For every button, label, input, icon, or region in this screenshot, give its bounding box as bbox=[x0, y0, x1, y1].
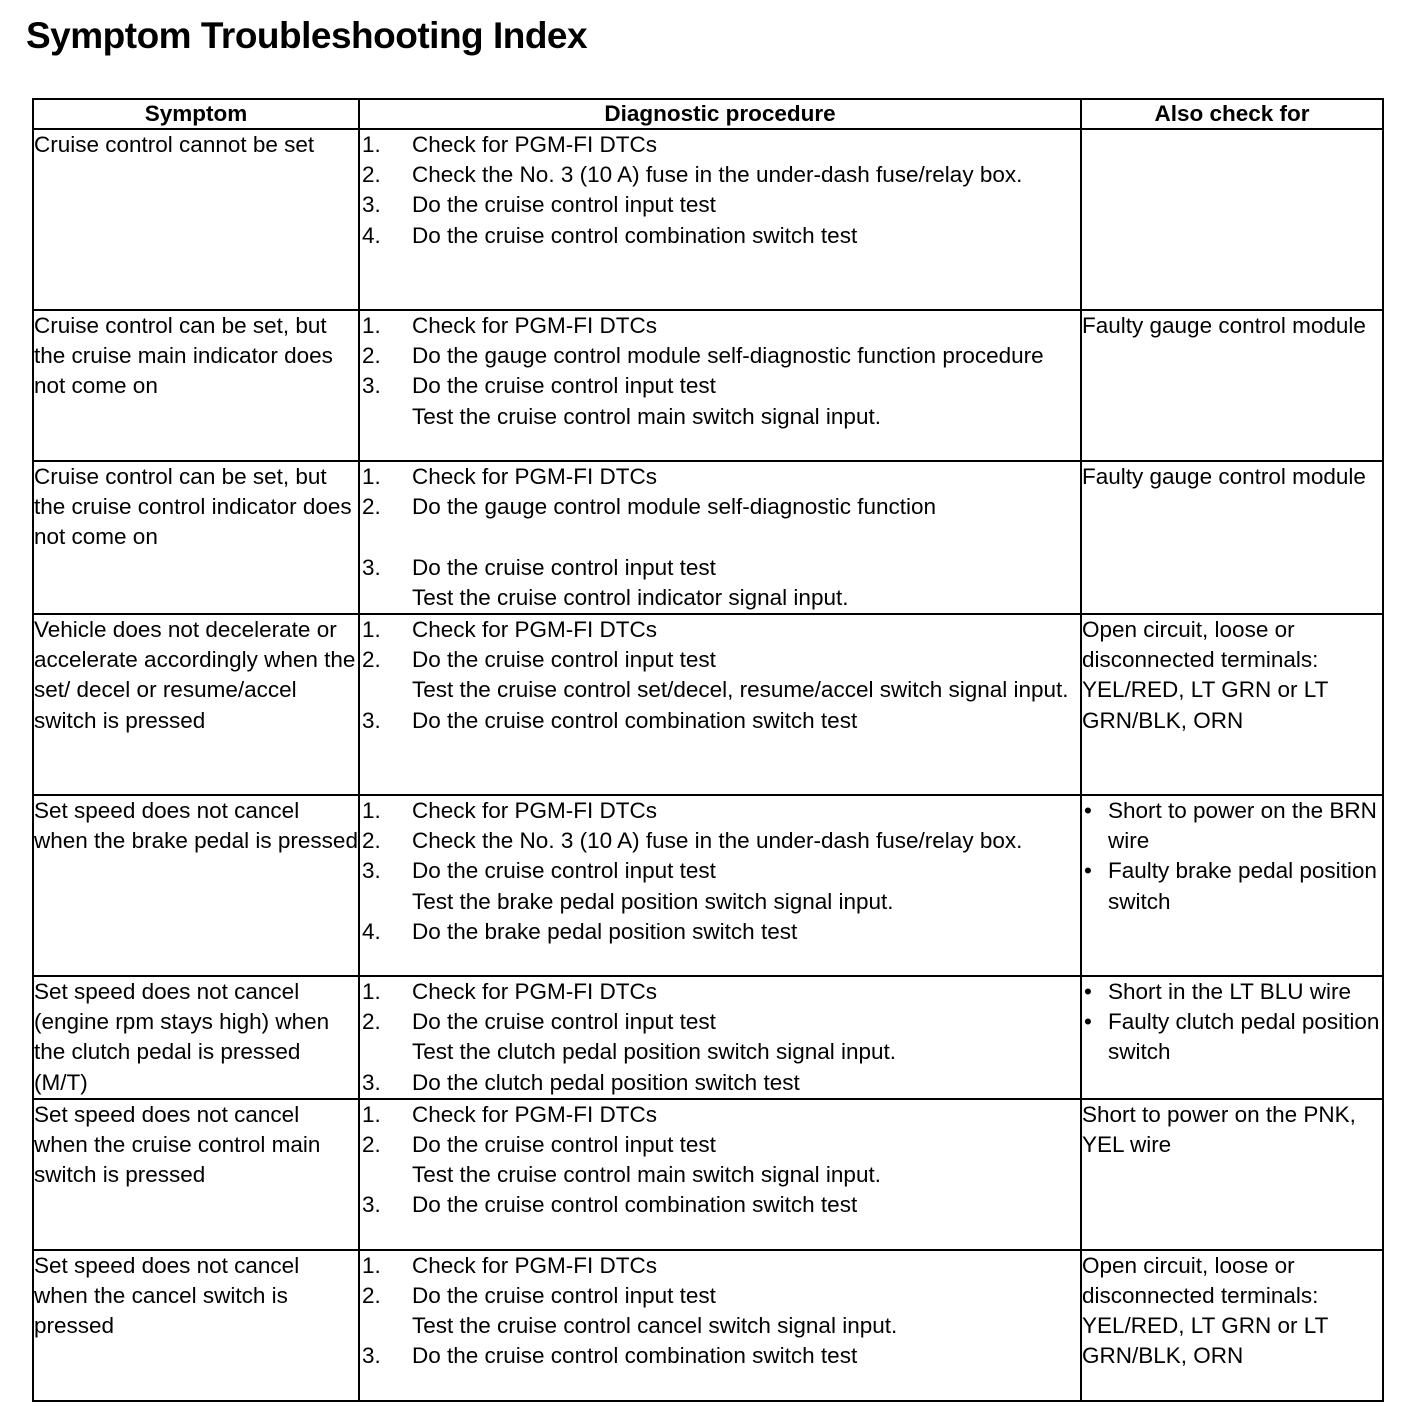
step-text: Do the clutch pedal position switch test bbox=[412, 1069, 800, 1095]
step-number bbox=[360, 887, 412, 917]
step-number: 3. bbox=[362, 1343, 381, 1369]
step-number: 1. bbox=[362, 464, 381, 489]
step-text: Test the brake pedal position switch signal input. bbox=[412, 888, 894, 914]
bullet-item bbox=[1082, 796, 1382, 856]
step-number: 2. bbox=[362, 1009, 381, 1035]
step-number: 4. bbox=[362, 918, 381, 944]
step-number bbox=[360, 675, 412, 705]
step-text: Check for PGM-FI DTCs bbox=[412, 979, 658, 1004]
procedure-step bbox=[360, 311, 1080, 341]
step-number: 2. bbox=[362, 343, 381, 369]
bullet-text: Faulty brake pedal position switch bbox=[1108, 858, 1377, 914]
also-check-cell: Short to power on the PNK, YEL wire bbox=[1081, 1099, 1383, 1250]
step-text: Check for PGM-FI DTCs bbox=[412, 798, 658, 823]
step-text: Check for PGM-FI DTCs bbox=[412, 464, 658, 489]
step-number: 3. bbox=[362, 373, 381, 399]
bullet-item bbox=[1082, 1007, 1382, 1067]
symptom-index-table bbox=[32, 98, 1384, 1402]
symptom-cell: Vehicle does not decelerate or accelerate accordingly when the set/ decel or resume/accel switch is pressed bbox=[33, 614, 359, 795]
header-procedure: Diagnostic procedure bbox=[359, 99, 1081, 129]
step-text: Do the gauge control module self-diagnostic function bbox=[412, 494, 937, 520]
bullet-text: Faulty clutch pedal position switch bbox=[1108, 1009, 1380, 1065]
procedure-step bbox=[360, 492, 1080, 522]
symptom-cell: Set speed does not cancel when the cancel switch is pressed bbox=[33, 1250, 359, 1401]
step-number: 2. bbox=[362, 1132, 381, 1158]
procedure-step bbox=[360, 160, 1080, 190]
bullet-icon: • bbox=[1084, 1009, 1092, 1035]
step-text: Do the cruise control combination switch test bbox=[412, 222, 858, 248]
symptom-cell: Set speed does not cancel when the cruise control main switch is pressed bbox=[33, 1099, 359, 1250]
step-text: Test the cruise control set/decel, resume/accel switch signal input. bbox=[412, 677, 1069, 703]
page-title: Symptom Troubleshooting Index bbox=[26, 15, 588, 56]
step-text: Do the cruise control input test bbox=[412, 1009, 716, 1035]
step-text: Check for PGM-FI DTCs bbox=[412, 1101, 658, 1127]
procedure-step bbox=[360, 1190, 1080, 1220]
procedure-step bbox=[360, 706, 1080, 736]
symptom-cell: Set speed does not cancel (engine rpm stays high) when the clutch pedal is pressed (M/T) bbox=[33, 976, 359, 1099]
table-row bbox=[33, 614, 1383, 795]
step-number bbox=[360, 583, 412, 613]
procedure-step bbox=[360, 615, 1080, 645]
procedure-cell bbox=[359, 310, 1081, 461]
also-check-cell: Faulty gauge control module bbox=[1081, 310, 1383, 461]
bullet-item bbox=[1082, 856, 1382, 916]
table-row bbox=[33, 1099, 1383, 1250]
procedure-step bbox=[360, 402, 1080, 432]
step-text: Do the brake pedal position switch test bbox=[412, 918, 798, 944]
procedure-step bbox=[360, 826, 1080, 856]
procedure-cell bbox=[359, 976, 1081, 1099]
step-text: Do the cruise control combination switch test bbox=[412, 707, 858, 733]
step-text: Test the cruise control indicator signal input. bbox=[412, 584, 849, 610]
table-row bbox=[33, 1250, 1383, 1401]
step-text: Do the cruise control input test bbox=[412, 1132, 716, 1158]
step-number: 3. bbox=[362, 707, 381, 733]
header-also-check: Also check for bbox=[1081, 99, 1383, 129]
step-number: 2. bbox=[362, 647, 381, 673]
table-row bbox=[33, 129, 1383, 310]
procedure-step bbox=[360, 583, 1080, 613]
step-text: Check for PGM-FI DTCs bbox=[412, 1252, 658, 1278]
symptom-cell: Cruise control can be set, but the cruise main indicator does not come on bbox=[33, 310, 359, 461]
blank-line bbox=[360, 522, 1080, 552]
procedure-step bbox=[360, 977, 1080, 1007]
step-text: Test the clutch pedal position switch signal input. bbox=[412, 1039, 897, 1065]
step-number: 1. bbox=[362, 617, 381, 642]
procedure-step bbox=[360, 1341, 1080, 1371]
step-number bbox=[360, 1037, 412, 1067]
table-row bbox=[33, 976, 1383, 1099]
step-number: 3. bbox=[362, 1192, 381, 1218]
procedure-step bbox=[360, 221, 1080, 251]
step-number: 3. bbox=[362, 858, 381, 884]
step-text: Check for PGM-FI DTCs bbox=[412, 132, 658, 157]
step-text: Do the cruise control input test bbox=[412, 647, 716, 673]
step-number: 1. bbox=[362, 798, 381, 823]
procedure-step bbox=[360, 1130, 1080, 1160]
procedure-cell bbox=[359, 1250, 1081, 1401]
symptom-cell: Cruise control can be set, but the cruise control indicator does not come on bbox=[33, 461, 359, 614]
step-number: 2. bbox=[362, 494, 381, 520]
also-check-cell: Faulty gauge control module bbox=[1081, 461, 1383, 614]
step-text: Test the cruise control cancel switch signal input. bbox=[412, 1313, 898, 1339]
step-text: Do the cruise control input test bbox=[412, 858, 716, 884]
procedure-step bbox=[360, 1311, 1080, 1341]
step-text: Check the No. 3 (10 A) fuse in the under-dash fuse/relay box. bbox=[412, 162, 1023, 188]
step-number: 2. bbox=[362, 1283, 381, 1309]
step-number: 2. bbox=[362, 162, 381, 188]
step-text: Check for PGM-FI DTCs bbox=[412, 313, 658, 338]
procedure-step bbox=[360, 1007, 1080, 1037]
step-number bbox=[360, 1311, 412, 1341]
step-text: Do the cruise control combination switch test bbox=[412, 1192, 858, 1218]
step-number: 4. bbox=[362, 222, 381, 248]
procedure-step bbox=[360, 1251, 1080, 1281]
symptom-cell: Cruise control cannot be set bbox=[33, 129, 359, 310]
also-check-cell: Open circuit, loose or disconnected terminals: YEL/RED, LT GRN or LT GRN/BLK, ORN bbox=[1081, 1250, 1383, 1401]
table-row bbox=[33, 795, 1383, 976]
procedure-step bbox=[360, 917, 1080, 947]
procedure-cell bbox=[359, 129, 1081, 310]
procedure-step bbox=[360, 1160, 1080, 1190]
procedure-step bbox=[360, 341, 1080, 371]
procedure-step bbox=[360, 1281, 1080, 1311]
also-check-cell bbox=[1081, 129, 1383, 310]
step-text: Do the cruise control combination switch test bbox=[412, 1343, 858, 1369]
procedure-step bbox=[360, 645, 1080, 675]
step-number: 1. bbox=[362, 979, 381, 1004]
step-text: Do the gauge control module self-diagnostic function procedure bbox=[412, 343, 1044, 369]
step-number: 1. bbox=[362, 132, 381, 157]
procedure-step bbox=[360, 462, 1080, 492]
procedure-step bbox=[360, 130, 1080, 160]
procedure-cell bbox=[359, 1099, 1081, 1250]
procedure-cell bbox=[359, 614, 1081, 795]
procedure-step bbox=[360, 1100, 1080, 1130]
step-number: 3. bbox=[362, 554, 381, 580]
bullet-icon: • bbox=[1084, 798, 1092, 823]
bullet-icon: • bbox=[1084, 979, 1092, 1004]
bullet-text: Short in the LT BLU wire bbox=[1108, 979, 1352, 1004]
procedure-step bbox=[360, 796, 1080, 826]
step-text: Do the cruise control input test bbox=[412, 373, 716, 399]
procedure-step bbox=[360, 856, 1080, 886]
also-check-cell: Open circuit, loose or disconnected terminals: YEL/RED, LT GRN or LT GRN/BLK, ORN bbox=[1081, 614, 1383, 795]
step-number: 1. bbox=[362, 313, 381, 338]
step-number: 1. bbox=[362, 1252, 381, 1278]
step-text: Check the No. 3 (10 A) fuse in the under-dash fuse/relay box. bbox=[412, 828, 1023, 854]
symptom-cell: Set speed does not cancel when the brake pedal is pressed bbox=[33, 795, 359, 976]
step-text: Test the cruise control main switch signal input. bbox=[412, 403, 881, 429]
procedure-cell bbox=[359, 795, 1081, 976]
step-number bbox=[360, 402, 412, 432]
step-number: 1. bbox=[362, 1101, 381, 1127]
procedure-step bbox=[360, 1037, 1080, 1067]
step-number: 2. bbox=[362, 828, 381, 854]
header-row bbox=[33, 99, 1383, 129]
table-row bbox=[33, 461, 1383, 614]
step-text: Do the cruise control input test bbox=[412, 554, 716, 580]
procedure-step bbox=[360, 371, 1080, 401]
step-text: Do the cruise control input test bbox=[412, 192, 716, 218]
procedure-step bbox=[360, 675, 1080, 705]
procedure-step bbox=[360, 190, 1080, 220]
header-symptom: Symptom bbox=[33, 99, 359, 129]
procedure-cell bbox=[359, 461, 1081, 614]
step-text: Do the cruise control input test bbox=[412, 1283, 716, 1309]
also-check-cell bbox=[1081, 795, 1383, 976]
procedure-step bbox=[360, 1068, 1080, 1098]
step-text: Check for PGM-FI DTCs bbox=[412, 617, 658, 642]
step-text: Test the cruise control main switch signal input. bbox=[412, 1162, 881, 1188]
also-check-cell bbox=[1081, 976, 1383, 1099]
procedure-step bbox=[360, 887, 1080, 917]
bullet-icon: • bbox=[1084, 858, 1092, 884]
procedure-step bbox=[360, 553, 1080, 583]
table-row bbox=[33, 310, 1383, 461]
step-number: 3. bbox=[362, 192, 381, 218]
bullet-text: Short to power on the BRN wire bbox=[1108, 798, 1377, 854]
step-number bbox=[360, 1160, 412, 1190]
step-number: 3. bbox=[362, 1069, 381, 1095]
bullet-item bbox=[1082, 977, 1382, 1007]
